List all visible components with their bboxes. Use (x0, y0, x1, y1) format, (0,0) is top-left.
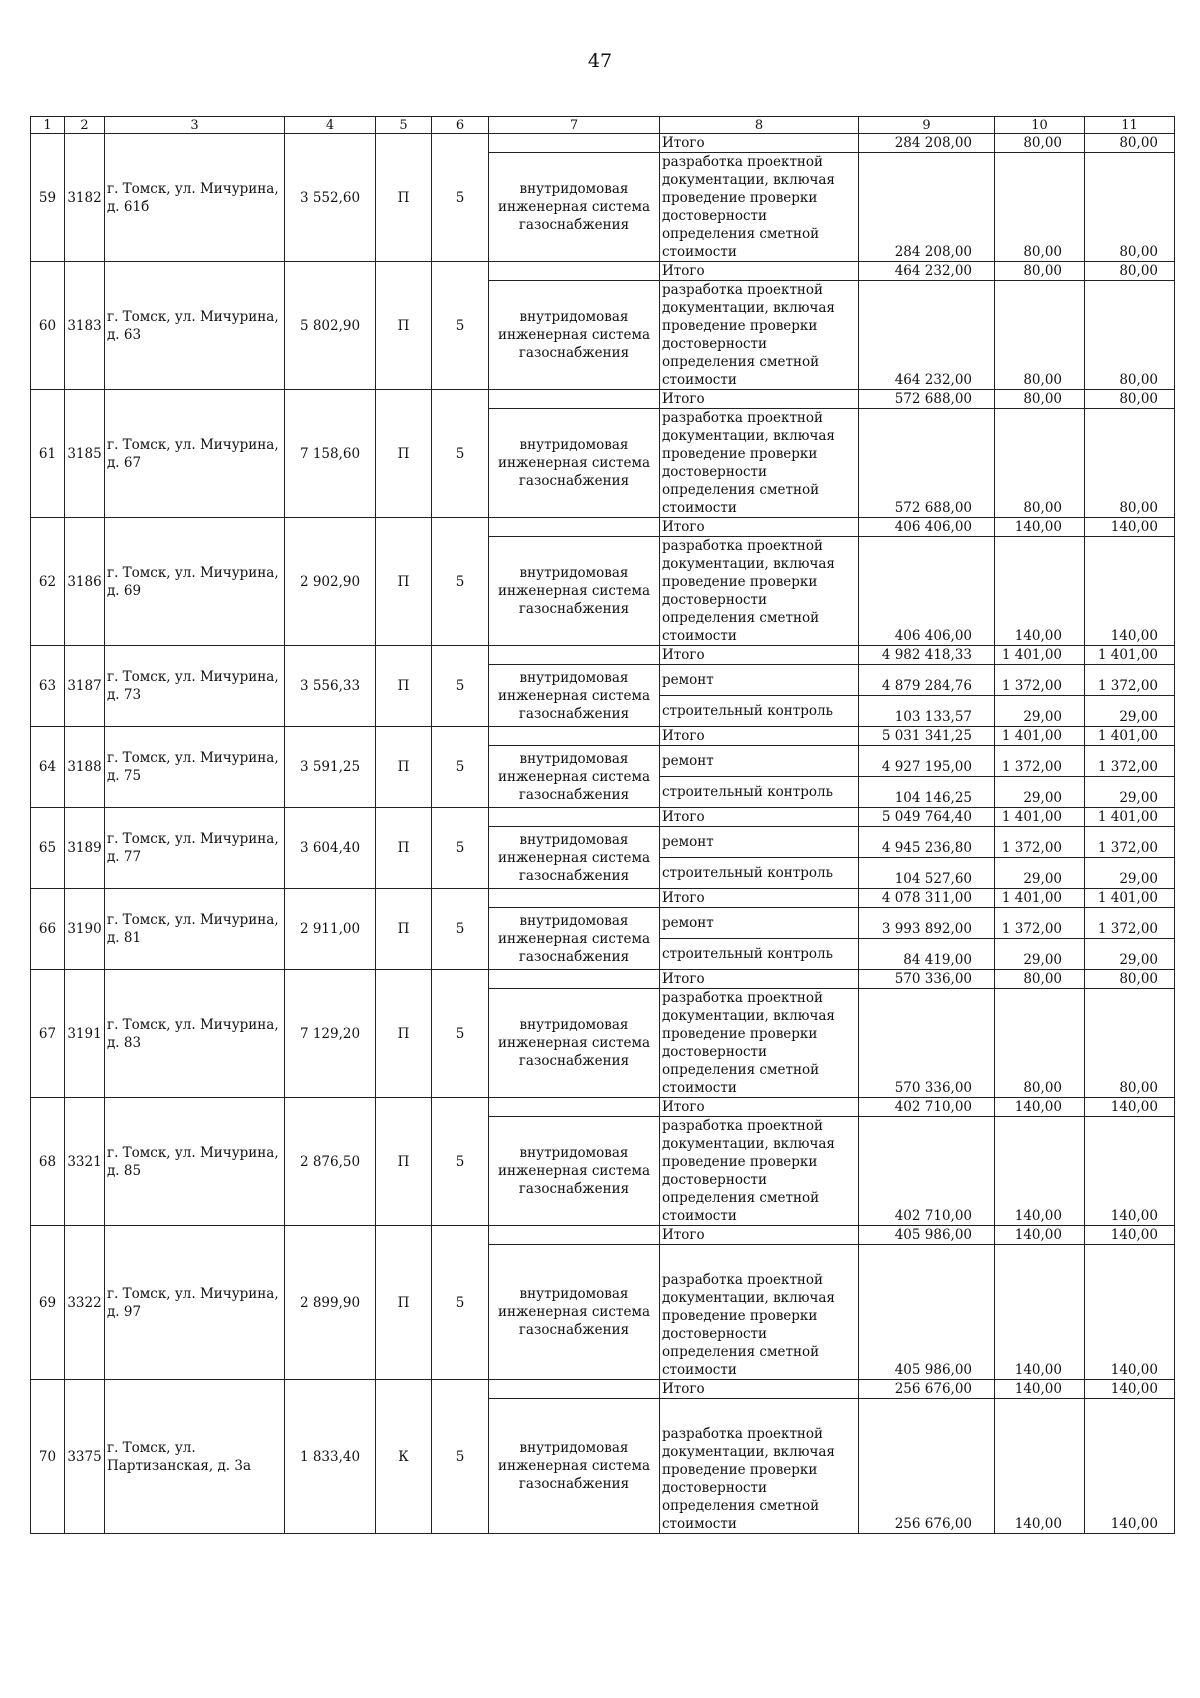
house-level: 5 (432, 808, 489, 889)
column-number: 2 (65, 117, 105, 134)
house-area: 3 604,40 (285, 808, 376, 889)
total-max-cost: 1 401,00 (1085, 808, 1175, 827)
total-cost: 4 982 418,33 (859, 646, 995, 665)
work-max-cost: 29,00 (1085, 777, 1175, 808)
row-number: 67 (31, 970, 65, 1098)
house-code: 3182 (65, 134, 105, 262)
row-number: 69 (31, 1226, 65, 1380)
engineering-system: внутридомовая инженерная система газоснабжения (489, 908, 660, 970)
total-spacer (489, 518, 660, 537)
table-row (31, 646, 1175, 665)
total-label: Итого (660, 1380, 859, 1399)
total-specific-cost: 80,00 (995, 970, 1085, 989)
house-code: 3375 (65, 1380, 105, 1534)
total-specific-cost: 80,00 (995, 134, 1085, 153)
table-row (31, 390, 1175, 409)
work-max-cost: 140,00 (1085, 1245, 1175, 1380)
work-max-cost: 1 372,00 (1085, 827, 1175, 858)
house-area: 7 158,60 (285, 390, 376, 518)
row-number: 68 (31, 1098, 65, 1226)
table-row (31, 134, 1175, 153)
total-specific-cost: 140,00 (995, 1380, 1085, 1399)
column-number: 5 (376, 117, 432, 134)
total-label: Итого (660, 1098, 859, 1117)
house-type: П (376, 518, 432, 646)
work-max-cost: 29,00 (1085, 696, 1175, 727)
house-level: 5 (432, 1226, 489, 1380)
row-number: 62 (31, 518, 65, 646)
work-max-cost: 1 372,00 (1085, 746, 1175, 777)
work-specific-cost: 80,00 (995, 153, 1085, 262)
total-label: Итого (660, 518, 859, 537)
house-level: 5 (432, 646, 489, 727)
work-description: ремонт (660, 908, 859, 939)
work-max-cost: 1 372,00 (1085, 665, 1175, 696)
total-spacer (489, 808, 660, 827)
column-number: 8 (660, 117, 859, 134)
engineering-system: внутридомовая инженерная система газоснабжения (489, 153, 660, 262)
house-level: 5 (432, 970, 489, 1098)
house-area: 7 129,20 (285, 970, 376, 1098)
total-max-cost: 1 401,00 (1085, 889, 1175, 908)
total-specific-cost: 80,00 (995, 390, 1085, 409)
total-max-cost: 140,00 (1085, 1380, 1175, 1399)
house-area: 3 591,25 (285, 727, 376, 808)
table-row (31, 1098, 1175, 1117)
row-number: 65 (31, 808, 65, 889)
work-description: ремонт (660, 746, 859, 777)
column-number: 6 (432, 117, 489, 134)
total-specific-cost: 1 401,00 (995, 646, 1085, 665)
house-type: К (376, 1380, 432, 1534)
house-level: 5 (432, 262, 489, 390)
total-spacer (489, 1226, 660, 1245)
table-row (31, 1380, 1175, 1399)
total-spacer (489, 390, 660, 409)
house-address: г. Томск, ул. Мичурина, д. 97 (105, 1226, 285, 1380)
total-label: Итого (660, 134, 859, 153)
house-address: г. Томск, ул. Мичурина, д. 63 (105, 262, 285, 390)
total-label: Итого (660, 970, 859, 989)
house-type: П (376, 1226, 432, 1380)
work-description: строительный контроль (660, 696, 859, 727)
work-cost: 4 927 195,00 (859, 746, 995, 777)
total-spacer (489, 134, 660, 153)
house-code: 3188 (65, 727, 105, 808)
house-code: 3186 (65, 518, 105, 646)
house-code: 3321 (65, 1098, 105, 1226)
total-max-cost: 80,00 (1085, 262, 1175, 281)
house-code: 3322 (65, 1226, 105, 1380)
total-cost: 464 232,00 (859, 262, 995, 281)
total-specific-cost: 80,00 (995, 262, 1085, 281)
total-spacer (489, 646, 660, 665)
engineering-system: внутридомовая инженерная система газоснабжения (489, 409, 660, 518)
table-row (31, 808, 1175, 827)
total-label: Итого (660, 646, 859, 665)
house-address: г. Томск, ул. Мичурина, д. 77 (105, 808, 285, 889)
house-type: П (376, 1098, 432, 1226)
total-max-cost: 80,00 (1085, 390, 1175, 409)
total-cost: 284 208,00 (859, 134, 995, 153)
house-area: 2 911,00 (285, 889, 376, 970)
work-cost: 572 688,00 (859, 409, 995, 518)
column-number: 7 (489, 117, 660, 134)
work-specific-cost: 140,00 (995, 1117, 1085, 1226)
work-max-cost: 80,00 (1085, 153, 1175, 262)
engineering-system: внутридомовая инженерная система газоснабжения (489, 746, 660, 808)
work-specific-cost: 1 372,00 (995, 665, 1085, 696)
work-description: разработка проектной документации, включая проведение проверки достоверности определения сметной стоимости (660, 153, 859, 262)
work-specific-cost: 29,00 (995, 696, 1085, 727)
house-address: г. Томск, ул. Мичурина, д. 75 (105, 727, 285, 808)
total-cost: 256 676,00 (859, 1380, 995, 1399)
column-number-row (31, 117, 1175, 134)
total-cost: 5 049 764,40 (859, 808, 995, 827)
total-label: Итого (660, 262, 859, 281)
engineering-system: внутридомовая инженерная система газоснабжения (489, 827, 660, 889)
work-max-cost: 29,00 (1085, 939, 1175, 970)
total-specific-cost: 1 401,00 (995, 889, 1085, 908)
column-number: 10 (995, 117, 1085, 134)
work-specific-cost: 1 372,00 (995, 746, 1085, 777)
work-description: разработка проектной документации, включая проведение проверки достоверности определения сметной стоимости (660, 1245, 859, 1380)
house-area: 1 833,40 (285, 1380, 376, 1534)
total-max-cost: 80,00 (1085, 134, 1175, 153)
work-max-cost: 80,00 (1085, 281, 1175, 390)
house-type: П (376, 808, 432, 889)
work-specific-cost: 80,00 (995, 989, 1085, 1098)
total-cost: 406 406,00 (859, 518, 995, 537)
total-cost: 572 688,00 (859, 390, 995, 409)
work-cost: 405 986,00 (859, 1245, 995, 1380)
total-spacer (489, 727, 660, 746)
house-area: 3 552,60 (285, 134, 376, 262)
house-level: 5 (432, 390, 489, 518)
total-max-cost: 140,00 (1085, 1226, 1175, 1245)
house-level: 5 (432, 518, 489, 646)
table-row (31, 970, 1175, 989)
work-max-cost: 140,00 (1085, 1117, 1175, 1226)
engineering-system: внутридомовая инженерная система газоснабжения (489, 1245, 660, 1380)
house-level: 5 (432, 727, 489, 808)
page-number: 47 (587, 50, 613, 72)
total-specific-cost: 140,00 (995, 1226, 1085, 1245)
house-level: 5 (432, 889, 489, 970)
house-area: 3 556,33 (285, 646, 376, 727)
total-spacer (489, 1380, 660, 1399)
row-number: 70 (31, 1380, 65, 1534)
house-type: П (376, 970, 432, 1098)
table-row (31, 889, 1175, 908)
column-number: 11 (1085, 117, 1175, 134)
house-type: П (376, 390, 432, 518)
engineering-system: внутридомовая инженерная система газоснабжения (489, 1117, 660, 1226)
house-code: 3190 (65, 889, 105, 970)
work-max-cost: 80,00 (1085, 989, 1175, 1098)
work-max-cost: 29,00 (1085, 858, 1175, 889)
house-type: П (376, 646, 432, 727)
engineering-system: внутридомовая инженерная система газоснабжения (489, 537, 660, 646)
house-address: г. Томск, ул. Мичурина, д. 61б (105, 134, 285, 262)
work-specific-cost: 140,00 (995, 537, 1085, 646)
total-label: Итого (660, 889, 859, 908)
house-level: 5 (432, 1380, 489, 1534)
house-code: 3185 (65, 390, 105, 518)
work-description: ремонт (660, 665, 859, 696)
work-specific-cost: 140,00 (995, 1245, 1085, 1380)
work-max-cost: 140,00 (1085, 537, 1175, 646)
house-address: г. Томск, ул. Мичурина, д. 81 (105, 889, 285, 970)
work-cost: 4 945 236,80 (859, 827, 995, 858)
total-max-cost: 1 401,00 (1085, 646, 1175, 665)
house-address: г. Томск, ул. Мичурина, д. 85 (105, 1098, 285, 1226)
row-number: 60 (31, 262, 65, 390)
works-table (30, 116, 1175, 1534)
work-cost: 256 676,00 (859, 1399, 995, 1534)
work-specific-cost: 80,00 (995, 409, 1085, 518)
house-type: П (376, 262, 432, 390)
house-code: 3191 (65, 970, 105, 1098)
table-row (31, 727, 1175, 746)
house-level: 5 (432, 1098, 489, 1226)
work-specific-cost: 1 372,00 (995, 827, 1085, 858)
work-specific-cost: 140,00 (995, 1399, 1085, 1534)
total-cost: 405 986,00 (859, 1226, 995, 1245)
work-max-cost: 80,00 (1085, 409, 1175, 518)
work-cost: 284 208,00 (859, 153, 995, 262)
total-spacer (489, 262, 660, 281)
house-address: г. Томск, ул. Мичурина, д. 67 (105, 390, 285, 518)
work-description: строительный контроль (660, 777, 859, 808)
total-spacer (489, 970, 660, 989)
house-level: 5 (432, 134, 489, 262)
work-description: разработка проектной документации, включая проведение проверки достоверности определения сметной стоимости (660, 409, 859, 518)
total-specific-cost: 1 401,00 (995, 727, 1085, 746)
total-label: Итого (660, 390, 859, 409)
work-description: разработка проектной документации, включая проведение проверки достоверности определения сметной стоимости (660, 281, 859, 390)
total-specific-cost: 140,00 (995, 1098, 1085, 1117)
house-code: 3189 (65, 808, 105, 889)
house-type: П (376, 134, 432, 262)
total-specific-cost: 140,00 (995, 518, 1085, 537)
row-number: 63 (31, 646, 65, 727)
column-number: 4 (285, 117, 376, 134)
total-cost: 570 336,00 (859, 970, 995, 989)
work-specific-cost: 80,00 (995, 281, 1085, 390)
total-label: Итого (660, 808, 859, 827)
total-max-cost: 80,00 (1085, 970, 1175, 989)
work-cost: 4 879 284,76 (859, 665, 995, 696)
total-label: Итого (660, 1226, 859, 1245)
work-description: строительный контроль (660, 858, 859, 889)
house-area: 2 902,90 (285, 518, 376, 646)
work-description: разработка проектной документации, включая проведение проверки достоверности определения сметной стоимости (660, 1117, 859, 1226)
work-description: строительный контроль (660, 939, 859, 970)
work-specific-cost: 29,00 (995, 939, 1085, 970)
house-type: П (376, 727, 432, 808)
row-number: 59 (31, 134, 65, 262)
total-max-cost: 1 401,00 (1085, 727, 1175, 746)
total-specific-cost: 1 401,00 (995, 808, 1085, 827)
row-number: 64 (31, 727, 65, 808)
work-cost: 464 232,00 (859, 281, 995, 390)
work-cost: 570 336,00 (859, 989, 995, 1098)
column-number: 1 (31, 117, 65, 134)
work-cost: 402 710,00 (859, 1117, 995, 1226)
total-max-cost: 140,00 (1085, 1098, 1175, 1117)
total-max-cost: 140,00 (1085, 518, 1175, 537)
work-description: разработка проектной документации, включая проведение проверки достоверности определения сметной стоимости (660, 537, 859, 646)
work-max-cost: 140,00 (1085, 1399, 1175, 1534)
table-row (31, 518, 1175, 537)
total-cost: 5 031 341,25 (859, 727, 995, 746)
house-address: г. Томск, ул. Мичурина, д. 69 (105, 518, 285, 646)
column-number: 9 (859, 117, 995, 134)
work-cost: 406 406,00 (859, 537, 995, 646)
total-cost: 402 710,00 (859, 1098, 995, 1117)
total-spacer (489, 1098, 660, 1117)
work-description: разработка проектной документации, включая проведение проверки достоверности определения сметной стоимости (660, 1399, 859, 1534)
column-number: 3 (105, 117, 285, 134)
row-number: 66 (31, 889, 65, 970)
house-area: 2 876,50 (285, 1098, 376, 1226)
engineering-system: внутридомовая инженерная система газоснабжения (489, 989, 660, 1098)
work-specific-cost: 29,00 (995, 858, 1085, 889)
table-row (31, 262, 1175, 281)
work-cost: 3 993 892,00 (859, 908, 995, 939)
house-area: 5 802,90 (285, 262, 376, 390)
work-max-cost: 1 372,00 (1085, 908, 1175, 939)
row-number: 61 (31, 390, 65, 518)
work-cost: 103 133,57 (859, 696, 995, 727)
house-address: г. Томск, ул. Мичурина, д. 83 (105, 970, 285, 1098)
house-code: 3187 (65, 646, 105, 727)
work-cost: 104 146,25 (859, 777, 995, 808)
work-cost: 104 527,60 (859, 858, 995, 889)
total-label: Итого (660, 727, 859, 746)
work-description: ремонт (660, 827, 859, 858)
house-code: 3183 (65, 262, 105, 390)
work-description: разработка проектной документации, включая проведение проверки достоверности определения сметной стоимости (660, 989, 859, 1098)
work-specific-cost: 29,00 (995, 777, 1085, 808)
work-cost: 84 419,00 (859, 939, 995, 970)
house-address: г. Томск, ул. Мичурина, д. 73 (105, 646, 285, 727)
house-type: П (376, 889, 432, 970)
table-row (31, 1226, 1175, 1245)
engineering-system: внутридомовая инженерная система газоснабжения (489, 1399, 660, 1534)
house-area: 2 899,90 (285, 1226, 376, 1380)
engineering-system: внутридомовая инженерная система газоснабжения (489, 665, 660, 727)
work-specific-cost: 1 372,00 (995, 908, 1085, 939)
total-spacer (489, 889, 660, 908)
engineering-system: внутридомовая инженерная система газоснабжения (489, 281, 660, 390)
house-address: г. Томск, ул. Партизанская, д. 3а (105, 1380, 285, 1534)
total-cost: 4 078 311,00 (859, 889, 995, 908)
